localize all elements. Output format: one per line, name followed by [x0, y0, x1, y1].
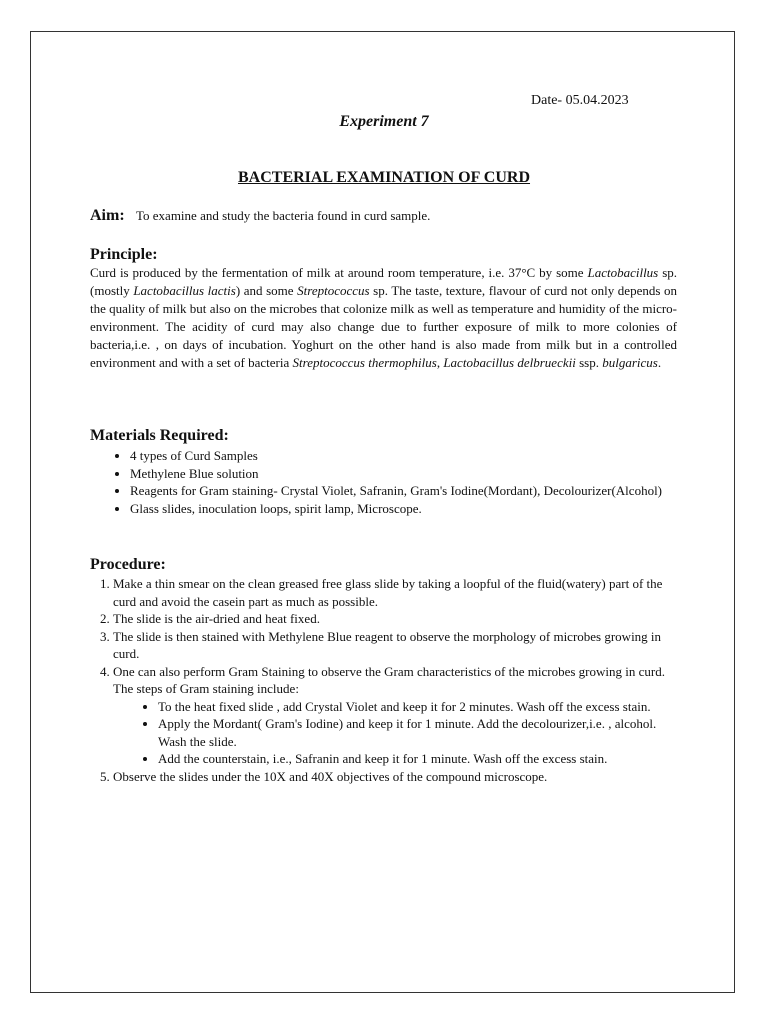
procedure-step-text: Make a thin smear on the clean greased free glass slide by taking a loopful of the fluid(watery) part of the curd and avoid the casein part as much as possible.	[113, 576, 663, 609]
principle-text: Curd is produced by the fermentation of milk at around room temperature, i.e. 37°C by some	[90, 265, 588, 280]
materials-list	[90, 447, 678, 517]
principle-text: ssp.	[575, 355, 603, 370]
principle-heading: Principle:	[90, 246, 158, 263]
principle-species-name: Lactobacillus	[587, 265, 659, 280]
gram-staining-step: • Add the counterstain, i.e., Safranin and keep it for 1 minute. Wash off the excess stain.	[158, 750, 678, 768]
aim-text: To examine and study the bacteria found in curd sample.	[136, 208, 431, 223]
principle-species-name: Lactobacillus lactis	[133, 283, 236, 298]
document-title: BACTERIAL EXAMINATION OF CURD	[237, 169, 531, 186]
aim-heading: Aim:	[90, 207, 125, 224]
gram-staining-step: • Apply the Mordant( Gram's Iodine) and keep it for 1 minute. Add the decolourizer,i.e. , alcohol. Wash the slide.	[158, 715, 678, 750]
procedure-step-text: The slide is the air-dried and heat fixed.	[113, 611, 320, 626]
procedure-list	[90, 575, 678, 785]
principle-species-name: Streptococcus	[297, 283, 370, 298]
procedure-step	[113, 768, 678, 786]
principle-text: sp. The taste, texture, flavour of curd not only depends on the quality of milk but also on the microbes that colonize milk as well as temperature and humidity of the micro-environment. The acidity of curd may also change due to further exposure of milk to more colonies of bacteria,i.e. , on days of incubation. Yoghurt on the other hand is also made from milk but in a controlled environment and with a set of bacteria	[90, 283, 677, 370]
materials-heading: Materials Required:	[90, 427, 229, 444]
procedure-step	[113, 575, 678, 610]
gram-staining-steps	[113, 698, 678, 768]
principle-text: ) and some	[235, 283, 298, 298]
principle-species-name: bulgaricus	[602, 355, 658, 370]
procedure-step-text: Observe the slides under the 10X and 40X objectives of the compound microscope.	[113, 768, 548, 784]
document-date: Date- 05.04.2023	[531, 93, 629, 108]
principle-species-name: Lactobacillus delbrueckii	[443, 355, 576, 370]
procedure-heading: Procedure:	[90, 556, 166, 573]
experiment-number: Experiment 7	[339, 113, 429, 130]
materials-list-item: • Methylene Blue solution	[130, 465, 678, 483]
procedure-step-text: One can also perform Gram Staining to observe the Gram characteristics of the microbes growing in curd. The steps of Gram staining include:	[113, 663, 665, 696]
principle-text: .	[657, 355, 662, 370]
procedure-step	[113, 628, 678, 663]
principle-species-name: Streptococcus thermophilus	[292, 355, 437, 370]
procedure-step	[113, 610, 678, 628]
procedure-step-text: The slide is then stained with Methylene Blue reagent to observe the morphology of microbes growing in curd.	[113, 628, 662, 661]
materials-list-item: • Reagents for Gram staining- Crystal Violet, Safranin, Gram's Iodine(Mordant), Decolourizer(Alcohol)	[130, 482, 678, 500]
materials-list-item: • 4 types of Curd Samples	[130, 447, 678, 465]
principle-text: ,	[436, 355, 444, 370]
gram-staining-step: • To the heat fixed slide , add Crystal Violet and keep it for 2 minutes. Wash off the excess stain.	[158, 698, 678, 716]
principle-paragraph	[90, 264, 677, 372]
materials-list-item: • Glass slides, inoculation loops, spirit lamp, Microscope.	[130, 500, 678, 518]
principle-text: sp.(mostly	[90, 265, 677, 298]
procedure-step	[113, 663, 678, 768]
